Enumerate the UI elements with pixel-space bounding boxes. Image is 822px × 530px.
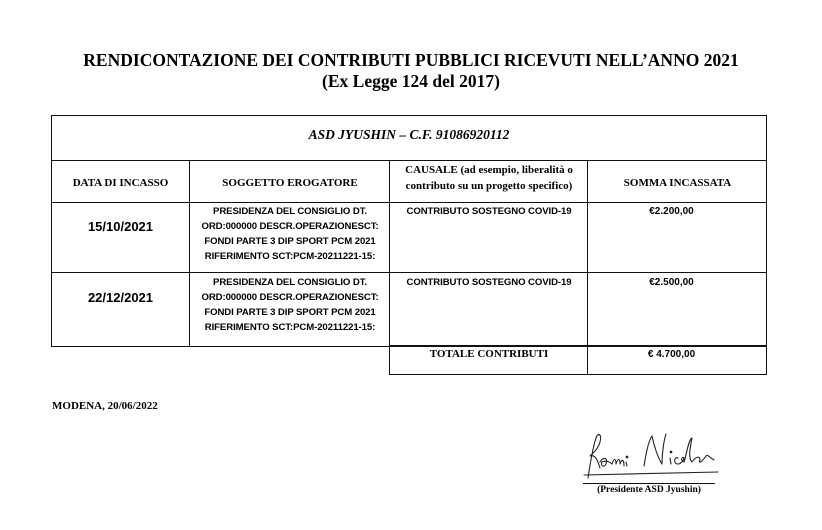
header-causale-line-2: contributo su un progetto specifico) — [405, 180, 573, 192]
total-value: € 4.700,00 — [647, 349, 696, 360]
divider — [51, 272, 767, 273]
header-causale — [390, 162, 588, 194]
header-soggetto-erogatore: SOGGETTO EROGATORE — [222, 177, 358, 189]
row-date: 22/12/2021 — [87, 290, 154, 305]
soggetto-line: RIFERIMENTO SCT:PCM-20211221-15: — [204, 251, 376, 262]
soggetto-line: ORD:000000 DESCR.OPERAZIONESCT: — [201, 292, 379, 303]
organization-header: ASD JYUSHIN – C.F. 91086920112 — [308, 127, 510, 142]
row-causale: CONTRIBUTO SOSTEGNO COVID-19 — [406, 206, 572, 217]
row-causale: CONTRIBUTO SOSTEGNO COVID-19 — [406, 277, 572, 288]
soggetto-line: RIFERIMENTO SCT:PCM-20211221-15: — [204, 322, 376, 333]
signature-caption: (Presidente ASD Jyushin) — [597, 485, 701, 495]
row-date: 15/10/2021 — [87, 219, 154, 234]
header-somma-incassata: SOMMA INCASSATA — [623, 177, 732, 189]
soggetto-line: PRESIDENZA DEL CONSIGLIO DT. — [213, 206, 367, 217]
row-somma: €2.200,00 — [649, 206, 694, 217]
total-label: TOTALE CONTRIBUTI — [429, 348, 549, 360]
signature-line — [583, 483, 715, 484]
signature-image — [578, 428, 728, 484]
soggetto-line: ORD:000000 DESCR.OPERAZIONESCT: — [201, 221, 379, 232]
row-somma: €2.500,00 — [649, 277, 694, 288]
soggetto-line: FONDI PARTE 3 DIP SPORT PCM 2021 — [204, 307, 376, 318]
title-line-1: RENDICONTAZIONE DEI CONTRIBUTI PUBBLICI RICEVUTI NELL’ANNO 2021 — [83, 50, 739, 70]
header-causale-line-1: CAUSALE (ad esempio, liberalità o — [405, 164, 573, 176]
soggetto-line: PRESIDENZA DEL CONSIGLIO DT. — [213, 277, 367, 288]
header-data-incasso: DATA DI INCASSO — [72, 177, 169, 189]
place-date: MODENA, 20/06/2022 — [52, 400, 158, 412]
title-line-2: (Ex Legge 124 del 2017) — [322, 71, 500, 91]
row-soggetto — [190, 275, 390, 335]
divider — [51, 160, 767, 161]
soggetto-line: FONDI PARTE 3 DIP SPORT PCM 2021 — [204, 236, 376, 247]
row-soggetto — [190, 204, 390, 264]
divider — [51, 202, 767, 203]
